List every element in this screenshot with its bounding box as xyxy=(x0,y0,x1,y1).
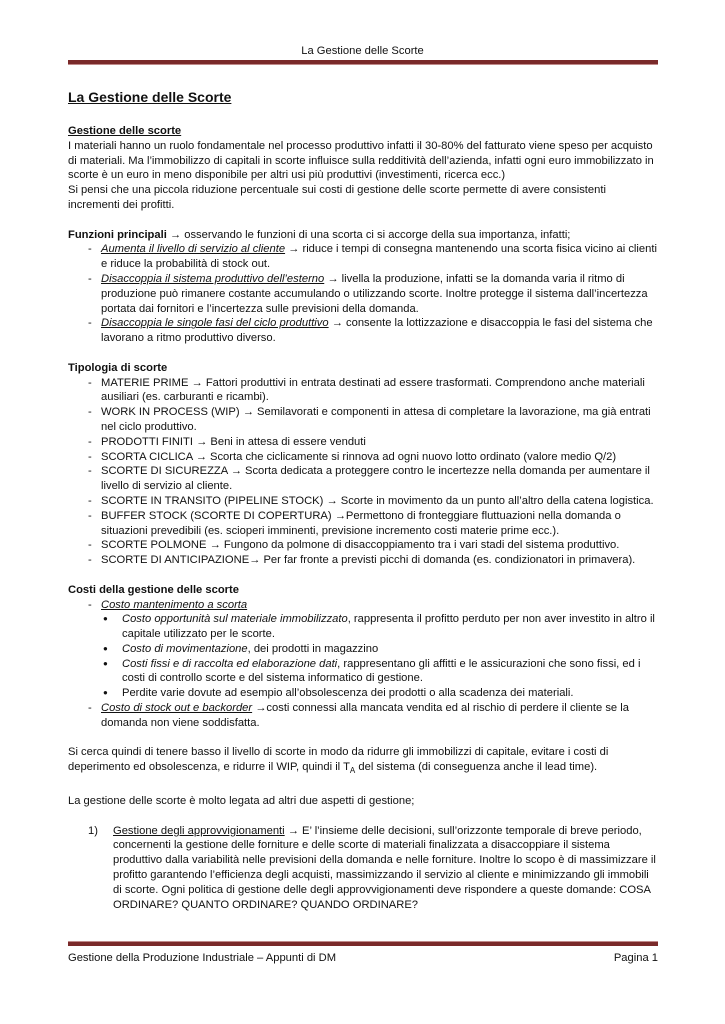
item-text: → E’ l’insieme delle decisioni, sull’orizzonte temporale di breve periodo, concernenti la gestione delle forniture e delle scorte di materiali finalizzata a disaccoppiare il sistema produttivo dalla variabilità nelle previsioni della domanda e nelle forniture. Inoltre lo scopo è di massimizzare il profitto garantendo l’efficienza degli acquisti, massimizzando il servizio al cliente e minimizzando gli immobili di scorte. Ogni politica di gestione delle degli approvvigionamenti deve rispondere a queste domande: COSA ORDINARE? QUANTO ORDINARE? QUANDO ORDINARE? xyxy=(113,824,656,911)
item-term: Aumenta il livello di servizio al cliente xyxy=(101,243,286,256)
item-text: , dei prodotti in magazzino xyxy=(247,642,379,655)
list-item: - SCORTA CICLICA → Scorta che ciclicamente si rinnova ad ogni nuovo lotto ordinato (valore medio Q/2) xyxy=(68,450,658,465)
costi-list xyxy=(68,598,658,613)
section-heading-tipologia: Tipologia di scorte xyxy=(68,361,168,374)
list-item xyxy=(68,701,658,731)
item-number: 1) xyxy=(88,824,98,837)
funzioni-list xyxy=(68,242,658,346)
text-fragment: del sistema (di conseguenza anche il lead time). xyxy=(355,761,598,774)
sublist-item xyxy=(68,657,658,687)
item-text: → livella la produzione, infatti se la domanda varia il ritmo di produzione può rimanere costante accumulando o utilizzando scorte. Inoltre protegge il sistema dall’incertezza portata dai fornitori e l’incertezza sulle previsioni della domanda. xyxy=(101,272,648,315)
item-term: Gestione degli approvvigionamenti xyxy=(113,824,285,837)
text-fragment: Si cerca quindi di tenere basso il livello di scorte in modo da ridurre gli immobilizzi di capitale, evitare i costi di deperimento ed obsolescenza, e ridurre il WIP, quindi il T xyxy=(68,746,609,774)
item-text: Perdite varie dovute ad esempio all’obsolescenza dei prodotti o alla scadenza dei materiali. xyxy=(122,687,574,700)
tipologia-list xyxy=(68,376,658,568)
funzioni-intro-text: → osservando le funzioni di una scorta ci si accorge della sua importanza, infatti; xyxy=(166,228,571,241)
item-term: Costo di stock out e backorder xyxy=(101,702,253,715)
list-item: - SCORTE DI SICUREZZA → Scorta dedicata a proteggere contro le incertezze nella domanda per aumentare il livello di servizio al cliente. xyxy=(68,464,658,494)
item-term: Disaccoppia le singole fasi del ciclo produttivo xyxy=(101,317,329,330)
numbered-item xyxy=(68,824,658,913)
item-term: Costo mantenimento a scorta xyxy=(101,598,248,611)
subscript: A xyxy=(349,766,356,776)
section-heading-costi: Costi della gestione delle scorte xyxy=(68,583,239,596)
section-heading-gestione: Gestione delle scorte xyxy=(68,125,182,137)
item-term: Costi fissi e di raccolta ed elaborazione dati xyxy=(122,657,338,670)
sublist-item xyxy=(68,686,658,701)
list-item: - MATERIE PRIME → Fattori produttivi in entrata destinati ad essere trasformati. Comprendono anche materiali ausiliari (es. carburanti e ricambi). xyxy=(68,376,658,406)
item-text: , rappresentano gli affitti e le assicurazioni che sono fissi, ed i costi di controllo scorte e del sistema informatico di gestione. xyxy=(122,657,641,685)
document-title: La Gestione delle Scorte xyxy=(68,89,232,105)
list-item: - PRODOTTI FINITI → Beni in attesa di essere venduti xyxy=(68,435,658,450)
paragraph-aspects: La gestione delle scorte è molto legata ad altri due aspetti di gestione; xyxy=(68,795,415,808)
paragraph-wip xyxy=(68,745,658,779)
page-body xyxy=(68,88,658,912)
list-item xyxy=(68,272,658,316)
footer-left: Gestione della Produzione Industriale – Appunti di DM xyxy=(68,952,337,964)
funzioni-intro xyxy=(68,228,658,243)
list-item: - SCORTE DI ANTICIPAZIONE→ Per far fronte a previsti picchi di domanda (es. condizionatori in primavera). xyxy=(68,553,658,568)
paragraph: I materiali hanno un ruolo fondamentale nel processo produttivo infatti il 30-80% del fatturato viene speso per acquisto di materiali. Ma l’immobilizzo di capitali in scorte influisce sulla redditività dell’azienda, infatti ogni euro immobilizzato in scorte è un euro in meno disponibile per altri usi più produttivi (investimenti, ricerca ecc.) xyxy=(68,139,654,182)
list-item: - WORK IN PROCESS (WIP) → Semilavorati e componenti in attesa di completare la lavorazione, ma già entrati nel ciclo produttivo. xyxy=(68,405,658,435)
list-item xyxy=(68,242,658,272)
item-text: →costi connessi alla mancata vendita ed al rischio di perdere il cliente se la domanda non viene soddisfatta. xyxy=(101,702,629,729)
paragraph: Si pensi che una piccola riduzione percentuale sui costi di gestione delle scorte permette di avere consistenti incrementi dei profitti. xyxy=(68,184,606,211)
running-header: La Gestione delle Scorte xyxy=(301,45,424,57)
item-term: Costo opportunità sul materiale immobilizzato xyxy=(122,613,348,626)
header-rule xyxy=(68,60,658,65)
numbered-list xyxy=(68,824,658,913)
item-term: Costo di movimentazione xyxy=(122,642,248,655)
costi-list-2 xyxy=(68,701,658,731)
list-item xyxy=(68,316,658,346)
costi-sublist xyxy=(68,612,658,701)
sublist-item xyxy=(68,642,658,657)
item-text: , rappresenta il profitto perduto per non aver investito in altro il capitale utilizzato per le scorte. xyxy=(122,613,655,641)
list-item: - BUFFER STOCK (SCORTE DI COPERTURA) →Permettono di fronteggiare fluttuazioni nella domanda o situazioni prevedibili (es. scioperi imminenti, previsione incremento costi materie prime ecc.). xyxy=(68,509,658,539)
page-number: Pagina 1 xyxy=(613,952,658,964)
list-item: - SCORTE IN TRANSITO (PIPELINE STOCK) → Scorte in movimento da un punto all’altro della catena logistica. xyxy=(68,494,658,509)
list-item: - SCORTE POLMONE → Fungono da polmone di disaccoppiamento tra i vari stadi del sistema produttivo. xyxy=(68,538,658,553)
item-text: → consente la lottizzazione e disaccoppia le fasi del sistema che lavorano a ritmo produttivo diverso. xyxy=(101,317,653,345)
footer-rule xyxy=(68,941,658,946)
list-item xyxy=(68,598,658,613)
item-text: → riduce i tempi di consegna mantenendo una scorta fisica vicino ai clienti e riduce la probabilità di stock out. xyxy=(101,243,657,271)
section-heading-funzioni: Funzioni principali xyxy=(68,228,167,241)
item-term: Disaccoppia il sistema produttivo dell’esterno xyxy=(101,272,325,285)
sublist-item xyxy=(68,612,658,642)
